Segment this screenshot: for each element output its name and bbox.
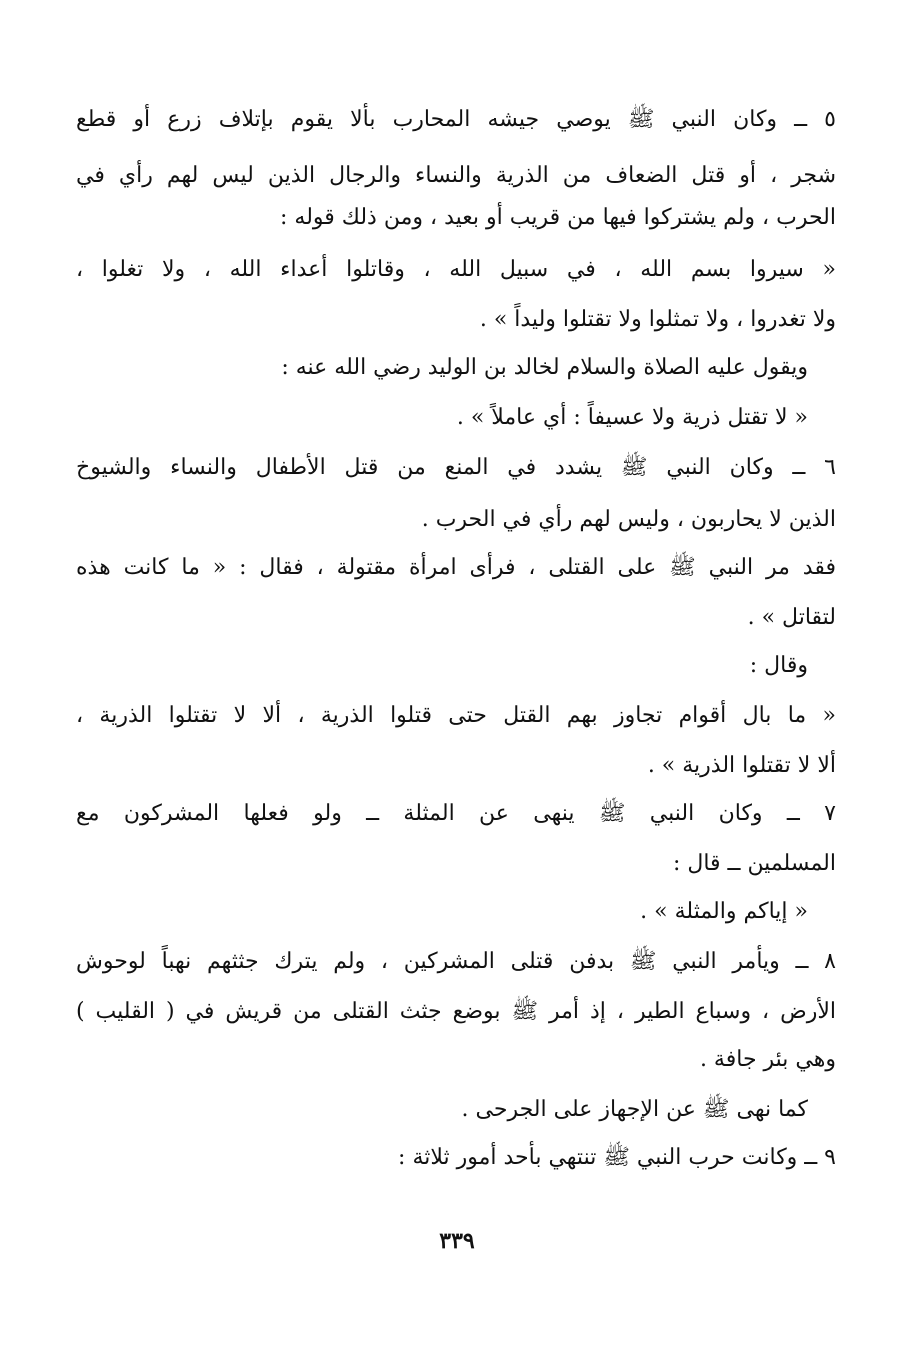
text-line: لتقاتل » . — [747, 605, 836, 630]
text-line: ٥ ــ وكان النبي ﷺ يوصي جيشه المحارب بألا يقوم بإتلاف زرع أو قطع — [76, 107, 836, 132]
text-line: ألا لا تقتلوا الذرية » . — [647, 753, 836, 778]
page-number: ٣٣٩ — [439, 1228, 475, 1254]
text-line: فقد مر النبي ﷺ على القتلى ، فرأى امرأة مقتولة ، فقال : « ما كانت هذه — [76, 555, 836, 580]
text-line: الذين لا يحاربون ، وليس لهم رأي في الحرب . — [421, 507, 836, 532]
text-line: وقال : — [749, 653, 808, 678]
text-line: ويقول عليه الصلاة والسلام لخالد بن الوليد رضي الله عنه : — [281, 355, 808, 380]
text-line: وهي بئر جافة . — [699, 1047, 836, 1072]
text-line: « ما بال أقوام تجاوز بهم القتل حتى قتلوا الذرية ، ألا لا تقتلوا الذرية ، — [76, 703, 836, 728]
text-line: ٩ ــ وكانت حرب النبي ﷺ تنتهي بأحد أمور ثلاثة : — [398, 1145, 836, 1170]
text-line: « لا تقتل ذرية ولا عسيفاً : أي عاملاً » . — [456, 405, 808, 430]
text-line: « سيروا بسم الله ، في سبيل الله ، وقاتلوا أعداء الله ، ولا تغلوا ، — [76, 257, 836, 282]
text-line: الأرض ، وسباع الطير ، إذ أمر ﷺ بوضع جثث القتلى من قريش في ( القليب ) — [76, 999, 836, 1024]
text-line: ولا تغدروا ، ولا تمثلوا ولا تقتلوا وليداً » . — [479, 307, 836, 332]
text-line: شجر ، أو قتل الضعاف من الذرية والنساء والرجال الذين ليس لهم رأي في — [76, 163, 836, 188]
text-line: كما نهى ﷺ عن الإجهاز على الجرحى . — [461, 1097, 808, 1122]
text-line: ٦ ــ وكان النبي ﷺ يشدد في المنع من قتل الأطفال والنساء والشيوخ — [76, 455, 836, 480]
text-line: ٨ ــ ويأمر النبي ﷺ بدفن قتلى المشركين ، ولم يترك جثثهم نهباً لوحوش — [76, 949, 836, 974]
text-line: « إياكم والمثلة » . — [640, 899, 808, 924]
text-line: ٧ ــ وكان النبي ﷺ ينهى عن المثلة ــ ولو فعلها المشركون مع — [76, 801, 836, 826]
text-line: المسلمين ــ قال : — [672, 851, 836, 876]
text-line: الحرب ، ولم يشتركوا فيها من قريب أو بعيد ، ومن ذلك قوله : — [280, 205, 836, 230]
